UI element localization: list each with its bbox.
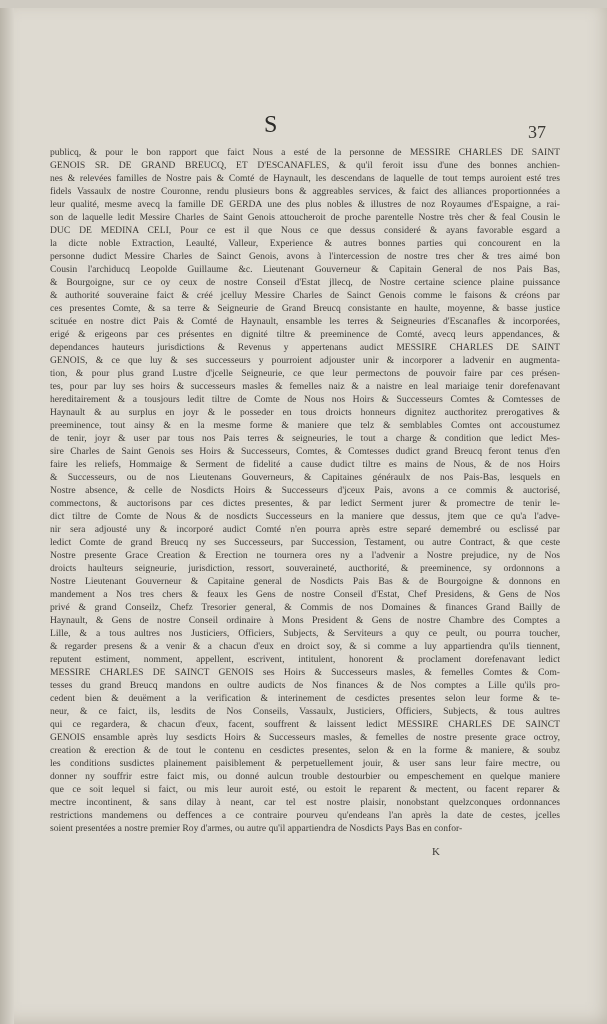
text-line: leur qualité, mesme avecq la famille DE GERDA une des plus nobles & illustres de noz Royaumes d'Espaigne, a rai- — [50, 199, 560, 210]
text-line: soient presentées a nostre premier Roy d'armes, ou autre qu'il appartiendra de Nosdicts Pays Bas en confor- — [50, 823, 463, 834]
text-line: personne dudict Messire Charles de Sainct Genois, avons à l'intercession de nostre tres cher & tres aimé bon — [50, 251, 560, 262]
page-top-edge — [0, 0, 607, 8]
text-line: & Bourgoigne, sur ce oy ceux de nostre Conseil d'Estat jllecq, de Nostre certaine science plaine puissance — [50, 277, 560, 288]
text-line: GENOIS, & ce que luy & ses successeurs y pourroient adjouster unir & incorporer a ladvenir en augmenta- — [50, 355, 560, 366]
text-line: creation & erection & de tout le contenu en cesdictes presentes, selon & en la forme & maniere, & soubz — [50, 745, 560, 756]
text-line: donner ny souffrir estre faict mis, ou donné aulcun trouble destourbier ou empeschement en quelque maniere — [50, 771, 560, 782]
text-line: scituée en nostre dict Pais & Comté de Haynault, ensamble les terres & Seigneuries d'Escanafles & incorporées, — [50, 316, 560, 327]
body-text — [50, 146, 560, 846]
text-line: son de laquelle ledit Messire Charles de Saint Genois attoucheroit de proche parentelle Nostre très cher & feal Cousin le — [50, 212, 560, 223]
text-line: GENOIS ensamble après luy sesdicts Hoirs & Successeurs masles, & femelles de nostre presente grace octroy, — [50, 732, 560, 743]
text-line: publicq, & pour le bon rapport que faict Nous a esté de la personne de MESSIRE CHARLES DE SAINT — [50, 147, 560, 158]
signature-mark: S — [264, 112, 278, 138]
text-line: reputent estiment, nomment, appellent, escrivent, intitulent, honorent & proclament dorefenavant ledict — [50, 654, 560, 665]
text-line: droicts haulteurs seigneurie, jurisdiction, ressort, souveraineté, aucthorité, & preeminence, sy ordonnons a — [50, 563, 560, 574]
text-line: tes, pour par luy ses hoirs & successeurs masles & femelles naiz & a naistre en leal mariaige tenir dorefenavant — [50, 381, 560, 392]
text-line: Haynault & au surplus en joyr & le posseder en tous droicts honneurs dignitez aucthoritez prerogatives & — [50, 407, 560, 418]
text-line: Cousin l'archiducq Leopolde Guillaume &c. Lieutenant Gouverneur & Capitain General de nos Pais Bas, — [50, 264, 560, 275]
text-line: mandement a Nos tres chers & feaux les Gens de nostre Conseil d'Estat, Chef Presidens, & Gens de Nos — [50, 589, 560, 600]
text-line: & regarder presens & a venir & a chacun d'eux en droict soy, & si comme a luy appartiendra qu'ils tiennent, — [50, 641, 560, 652]
text-line: GENOIS SR. DE GRAND BREUCQ, ET D'ESCANAFLES, & qu'il feroit issu d'une des bonnes anchien- — [50, 160, 560, 171]
text-line: privé & grand Conseilz, Chefz Tresorier general, & Commis de nos Domaines & finances Grand Bailly de — [50, 602, 560, 613]
text-line: hereditairement & a tousjours ledit tiltre de Comte de Nous nos Hoirs & Successeurs Comtes & Comtesses de — [50, 394, 560, 405]
text-line: mectre incontinent, & sans dilay à neant, car tel est nostre plaisir, nonobstant quelzconques ordonnances — [50, 797, 560, 808]
text-line: sire Charles de Saint Genois ses Hoirs & Successeurs, Comtes, & Comtesses dudict grand Breucq feront tenus d'en — [50, 446, 560, 457]
text-line: ces presentes Comte, & sa terre & Seigneurie de Grand Breucq consistante en haulte, moyenne, & basse justice — [50, 303, 560, 314]
text-line: Nostre Lieutenant Gouverneur & Capitaine general de Nosdicts Pais Bas & de Bourgoigne & donnons en — [50, 576, 560, 587]
text-line: tesses du grand Breucq mandons en oultre audicts de Nos finances & de Nos comptes a Lille qu'ils pro- — [50, 680, 560, 691]
text-line: dependances hauteurs jurisdictions & Revenus y appertenans audict MESSIRE CHARLES DE SAINT — [50, 342, 560, 353]
text-line: Nostre absence, & celle de Nosdicts Hoirs & Successeurs d'jceux Pais, avons a ce commis & auctorisé, — [50, 485, 560, 496]
text-line: dict tiltre de Comte de Nous & de nosdicts Successeurs en la maniere que dessus, jtem que ce qu'a l'adve- — [50, 511, 560, 522]
text-line: commectons, & auctorisons par ces dictes presentes, & par ledict Serment jurer & promectre de tenir le- — [50, 498, 560, 509]
text-line: DUC DE MEDINA CELI, Pour ce est il que Nous ce que dessus consideré & ayans favorable esgard a — [50, 225, 560, 236]
text-line: Nostre presente Grace Creation & Erection ne tournera ores ny a l'advenir a Nostre prejudice, ny de Nos — [50, 550, 560, 561]
text-line: les conditions susdictes plainement paisiblement & perpetuellement jouir, & user sans leur faire mectre, ou — [50, 758, 560, 769]
text-line: erigé & erigeons par ces présentes en dignité tiltre & preeminence de Comté, avecq leurs appendances, & — [50, 329, 560, 340]
text-line: nir sera adjousté uny & incorporé audict Comté n'en pourra après estre separé demembré ou esclissé par — [50, 524, 560, 535]
text-line: restrictions mandemens ou deffences a ce contraire pourveu qu'endeans l'an après la date de cestes, jcelles — [50, 810, 560, 821]
page-edge — [0, 0, 14, 1024]
text-line: preeminence, tout ainsy & en la mesme forme & maniere que telz & semblables Comtes ont accoustumez — [50, 420, 560, 431]
text-line: fidels Vassaulx de nostre Couronne, rendu plusieurs bons & aggreables services, & faict des alliances proportionnées a — [50, 186, 560, 197]
text-line: faire les reliefs, Hommaige & Serment de fidelité a cause dudict tiltre es mains de Nous, & de nos Hoirs — [50, 459, 560, 470]
text-line: tion, & pour plus grand Lustre d'jcelle Seigneurie, ce que leur permectons de pouvoir faire par ces présen- — [50, 368, 560, 379]
text-line: nes & relevées familles de Nostre pais & Comté de Haynault, les descendans de laquelle de tout temps auroient esté tres — [50, 173, 560, 184]
catchword: K — [432, 846, 440, 858]
text-line: neur, & ce faict, ils, lesdits de Nos Conseils, Vassaulx, Justiciers, Officiers, Subjects, & tous aultres — [50, 706, 560, 717]
text-line: que ce soit lequel si faict, ou mis leur auroit esté, ou estoit le reparent & mectent, ou facent reparer & — [50, 784, 560, 795]
text-line: & authorité souveraine faict & créé jcelluy Messire Charles de Sainct Genois comme le faisons & créons par — [50, 290, 560, 301]
text-line: MESSIRE CHARLES DE SAINCT GENOIS ses Hoirs & Successeurs masles, & femelles Comtes & Com- — [50, 667, 560, 678]
text-line: la dicte noble Extraction, Leaulté, Valleur, Experience & autres bonnes parties qui concourent en la — [50, 238, 560, 249]
text-line: & Successeurs, ou de nos Lieutenans Gouverneurs, & Capitaines généraulx de nos Pais-Bas, lesquels en — [50, 472, 560, 483]
page-number: 37 — [528, 122, 546, 142]
text-line: qui ce regardera, & chacun d'eux, facent, souffrent & laissent ledict MESSIRE CHARLES DE SAINCT — [50, 719, 560, 730]
text-line: cedent bien & deuëment a la verification & interinement de cesdictes presentes selon leur forme & te- — [50, 693, 560, 704]
text-line: de tenir, joyr & user par tous nos Pais terres & seigneuries, le tout a charge & condition que ledict Mes- — [50, 433, 560, 444]
text-line: Lille, & a tous aultres nos Justiciers, Officiers, Subjects, & Serviteurs a quy ce peult, ou pourra toucher, — [50, 628, 560, 639]
text-line: Haynault, & Gens de nostre Conseil ordinaire à Mons President & Gens de nostre Chambre des Comptes a — [50, 615, 560, 626]
text-line: ledict Comte de grand Breucq ny ses Successeurs, par Succession, Testament, ou autre Contract, & que ceste — [50, 537, 560, 548]
